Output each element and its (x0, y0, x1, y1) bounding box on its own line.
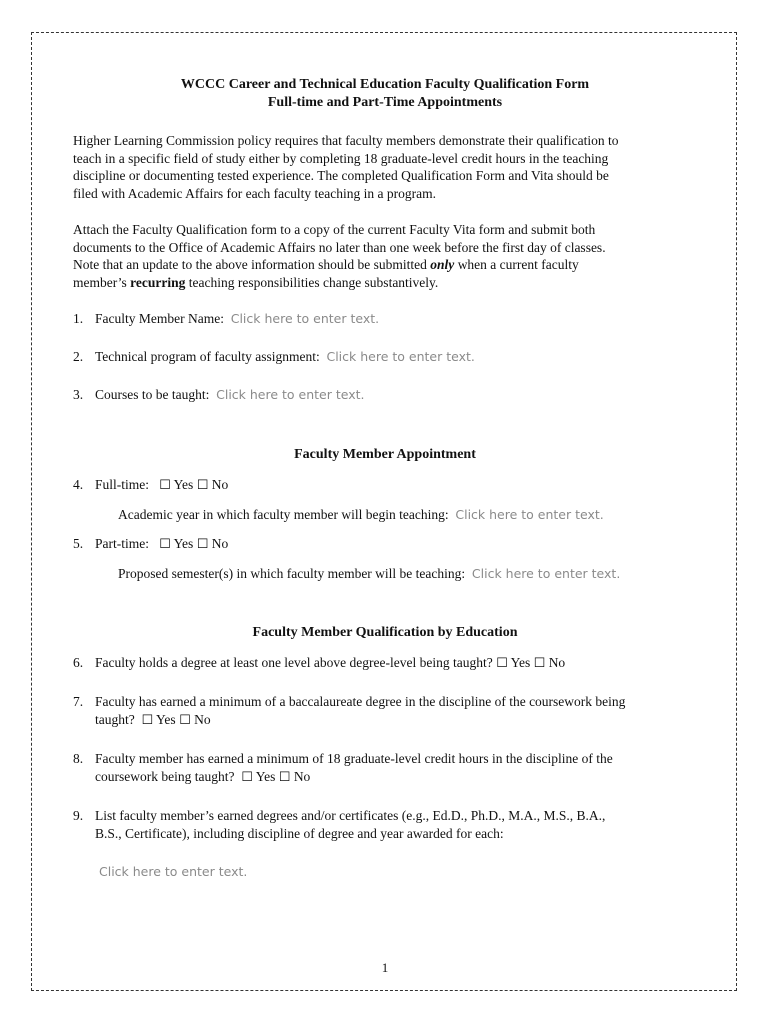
question-number: 8. (73, 751, 84, 766)
question-7-line2 (95, 711, 211, 730)
attach-text: when a current faculty (454, 257, 579, 273)
degree-level-yes-checkbox[interactable]: ☐ (496, 656, 508, 671)
faculty-name-field[interactable]: Click here to enter text. (230, 311, 380, 326)
yes-label: Yes (173, 477, 194, 492)
semester-field[interactable]: Click here to enter text. (471, 566, 621, 581)
no-label: No (548, 655, 566, 670)
yes-label: Yes (173, 536, 194, 551)
attach-text: teaching responsibilities change substantively. (185, 274, 439, 290)
emphasis-only: only (430, 257, 455, 273)
emphasis-recurring: recurring (130, 274, 186, 290)
question-number: 3. (73, 387, 84, 402)
courses-field[interactable]: Click here to enter text. (216, 387, 365, 402)
intro-line: discipline or documenting tested experience. The completed Qualification Form and Vita should be (73, 168, 609, 184)
question-5-sub (118, 565, 620, 583)
question-8-line2 (95, 768, 310, 787)
full-time-label: Full-time: (95, 477, 149, 492)
section-heading-appointment: Faculty Member Appointment (294, 447, 476, 462)
question-2 (95, 348, 475, 366)
attach-line (73, 274, 693, 292)
attach-line: documents to the Office of Academic Affairs no later than one week before the first day of classes. (73, 239, 606, 255)
question-number: 2. (73, 349, 84, 364)
question-number: 1. (73, 311, 84, 326)
question-number: 4. (73, 477, 84, 492)
baccalaureate-label: taught? (95, 712, 135, 727)
attach-text: Note that an update to the above information should be submitted (73, 257, 431, 273)
question-4 (95, 476, 228, 495)
degree-level-label: Faculty holds a degree at least one level above degree-level being taught? (95, 655, 493, 670)
intro-line: Higher Learning Commission policy requires that faculty members demonstrate their qualification to (73, 133, 619, 148)
intro-line: teach in a specific field of study either by completing 18 graduate-level credit hours in the teaching (73, 150, 609, 166)
part-time-yes-checkbox[interactable]: ☐ (159, 537, 171, 552)
question-4-sub (118, 506, 604, 524)
credit-hours-no-checkbox[interactable]: ☐ (278, 770, 291, 785)
no-label: No (194, 712, 211, 727)
degrees-field[interactable]: Click here to enter text. (99, 864, 248, 879)
question-number: 6. (73, 655, 84, 670)
no-label: No (211, 536, 229, 551)
question-number: 7. (73, 694, 84, 709)
program-field[interactable]: Click here to enter text. (326, 349, 475, 364)
full-time-no-checkbox[interactable]: ☐ (196, 478, 209, 493)
question-6 (95, 654, 565, 673)
question-3 (95, 386, 365, 404)
question-7-line1: Faculty has earned a minimum of a baccalaureate degree in the discipline of the coursework being (95, 694, 626, 709)
part-time-label: Part-time: (95, 536, 149, 551)
form-subtitle: Full-time and Part-Time Appointments (267, 95, 503, 110)
credit-hours-label: coursework being taught? (95, 769, 235, 784)
attach-paragraph (73, 221, 693, 291)
attach-line (73, 256, 693, 274)
attach-line: Attach the Faculty Qualification form to a copy of the current Faculty Vita form and submit both (73, 222, 596, 237)
semester-label: Proposed semester(s) in which faculty member will be teaching: (118, 566, 466, 581)
section-heading-education: Faculty Member Qualification by Education (252, 625, 518, 640)
baccalaureate-yes-checkbox[interactable]: ☐ (141, 713, 154, 728)
question-5 (95, 535, 228, 554)
question-9-line1: List faculty member’s earned degrees and/or certificates (e.g., Ed.D., Ph.D., M.A., M.S., B.A., (95, 808, 606, 823)
courses-label: Courses to be taught: (95, 387, 210, 402)
part-time-no-checkbox[interactable]: ☐ (196, 537, 209, 552)
academic-year-label: Academic year in which faculty member will begin teaching: (118, 507, 449, 522)
yes-label: Yes (255, 769, 276, 784)
intro-line: filed with Academic Affairs for each faculty teaching in a program. (73, 185, 436, 201)
page-number: 1 (381, 960, 389, 975)
question-8-line1: Faculty member has earned a minimum of 18 graduate-level credit hours in the discipline of the (95, 751, 613, 766)
attach-text: member’s (73, 274, 131, 290)
degree-level-no-checkbox[interactable]: ☐ (533, 656, 546, 671)
form-title: WCCC Career and Technical Education Faculty Qualification Form (180, 77, 590, 92)
question-number: 5. (73, 536, 84, 551)
question-number: 9. (73, 808, 84, 823)
credit-hours-yes-checkbox[interactable]: ☐ (241, 770, 253, 785)
full-time-yes-checkbox[interactable]: ☐ (159, 478, 171, 493)
no-label: No (211, 477, 229, 492)
question-1 (95, 310, 379, 328)
question-9-line2: B.S., Certificate), including discipline of degree and year awarded for each: (95, 826, 504, 841)
yes-label: Yes (156, 712, 176, 727)
no-label: No (293, 769, 311, 784)
baccalaureate-no-checkbox[interactable]: ☐ (179, 713, 191, 728)
academic-year-field[interactable]: Click here to enter text. (455, 507, 604, 522)
faculty-name-label: Faculty Member Name: (95, 311, 224, 326)
intro-paragraph (73, 132, 693, 202)
program-label: Technical program of faculty assignment: (95, 349, 320, 364)
yes-label: Yes (510, 655, 531, 670)
degrees-field-wrap (99, 863, 247, 881)
